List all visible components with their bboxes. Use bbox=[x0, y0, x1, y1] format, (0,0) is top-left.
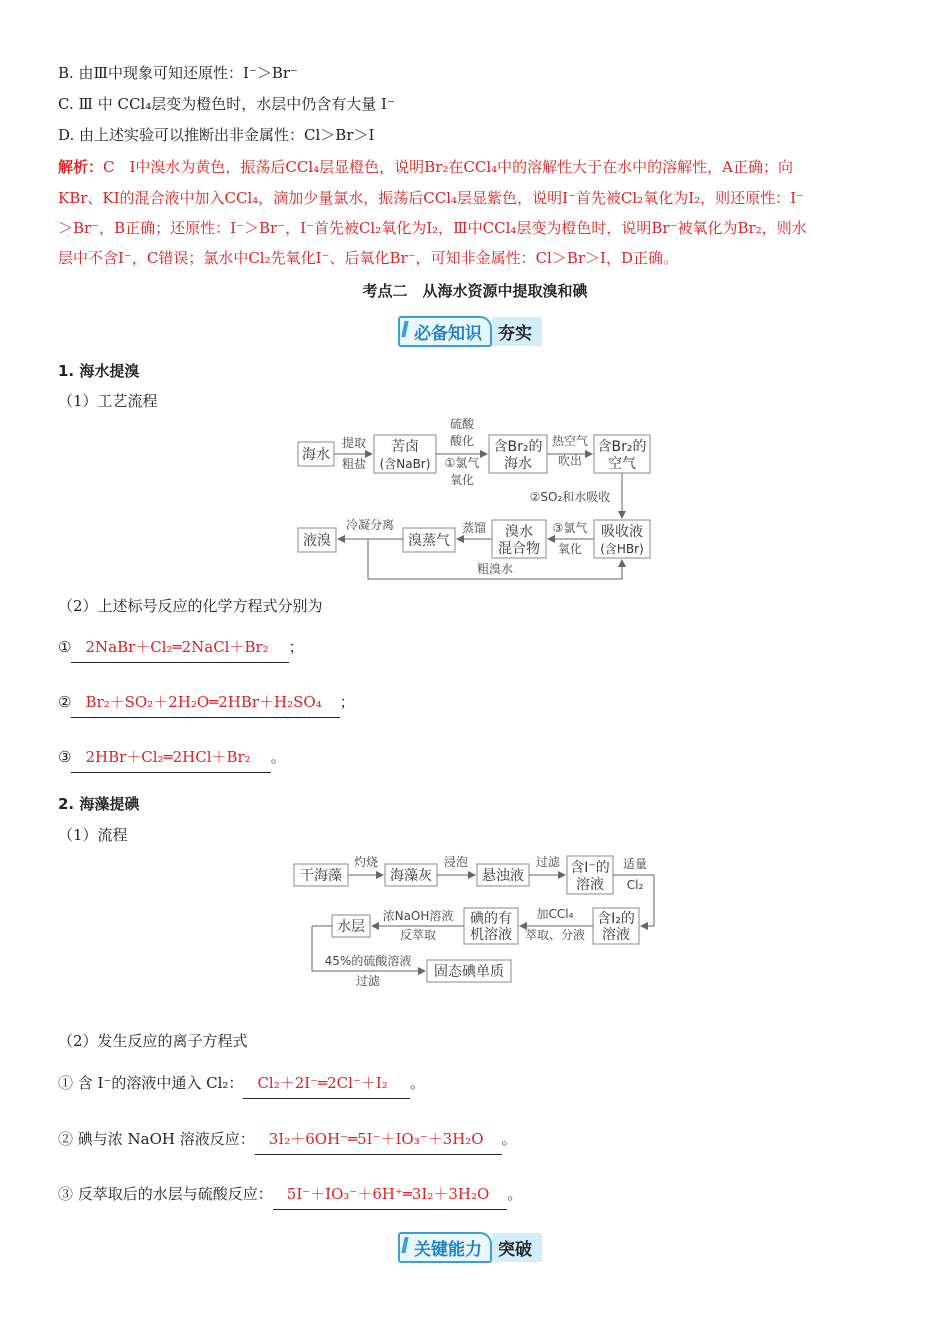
flow1-vapor: 溴蒸气 bbox=[408, 533, 450, 549]
flow2-h2so4-2: 过滤 bbox=[355, 974, 381, 988]
flow-diagram-bromine bbox=[290, 415, 660, 585]
analysis-line-2: KBr、KI的混合液中加入CCl₄，滴加少量氯水，振荡后CCl₄层显紫色，说明I⁻首先被Cl₂氧化为I₂，则还原性：I⁻ bbox=[58, 189, 804, 207]
option-d: D. 由上述实验可以推断出非金属性：Cl＞Br＞I bbox=[58, 126, 375, 144]
flow1-acid-4: 氧化 bbox=[449, 473, 475, 487]
section-title: 考点二 从海水资源中提取溴和碘 bbox=[362, 282, 588, 300]
flow1-cond: 冷凝分离 bbox=[345, 518, 395, 532]
part1-title: 1. 海水提溴 bbox=[58, 362, 140, 380]
flow2-naoh-1: 浓NaOH溶液 bbox=[382, 909, 454, 923]
flow2-soak: 浸泡 bbox=[443, 855, 469, 869]
part2-sub1: （1）流程 bbox=[58, 826, 128, 844]
flow1-extract-bottom: 粗盐 bbox=[341, 457, 367, 471]
flow2-org-1: 碘的有 bbox=[470, 911, 512, 927]
flow1-brine-2: (含NaBr) bbox=[379, 457, 431, 471]
flow1-distill: 蒸馏 bbox=[461, 521, 487, 535]
banner-ability-box: 关键能力 bbox=[398, 1232, 492, 1263]
flow1-acid-3: ①氯气 bbox=[444, 456, 480, 470]
flow2-naoh-2: 反萃取 bbox=[399, 928, 437, 942]
flow1-liquid: 液溴 bbox=[303, 533, 331, 549]
flow1-extract-top: 提取 bbox=[341, 436, 367, 450]
part1-sub1: （1）工艺流程 bbox=[58, 392, 158, 410]
flow1-cl2-1: ③氯气 bbox=[552, 521, 588, 535]
flow-diagram-iodine bbox=[290, 852, 670, 1002]
banner-knowledge bbox=[398, 318, 542, 344]
banner-knowledge-tail: 夯实 bbox=[492, 317, 542, 346]
flow2-cl2-2: Cl₂ bbox=[626, 878, 644, 892]
part2-eq2-answer: 3I₂＋6OH⁻═5I⁻＋IO₃⁻＋3H₂O bbox=[255, 1124, 502, 1155]
analysis-line-1: 解析：C Ⅰ中溴水为黄色，振荡后CCl₄层显橙色，说明Br₂在CCl₄中的溶解性大于在水中的溶解性，A正确；向 bbox=[58, 158, 793, 176]
flow2-isol-2: 溶液 bbox=[576, 877, 604, 893]
part2-eq1-answer: Cl₂＋2I⁻═2Cl⁻＋I₂ bbox=[243, 1068, 409, 1099]
flow1-brwater-1: 含Br₂的 bbox=[493, 439, 543, 455]
banner-ability-tail: 突破 bbox=[492, 1233, 542, 1262]
flow1-brair-1: 含Br₂的 bbox=[597, 439, 647, 455]
part2-eq2-line: ② 碘与浓 NaOH 溶液反应： 3I₂＋6OH⁻═5I⁻＋IO₃⁻＋3H₂O 。 bbox=[58, 1124, 517, 1155]
part1-eq1-line: ① 2NaBr＋Cl₂═2NaCl＋Br₂ ； bbox=[58, 632, 304, 663]
banner-knowledge-box: 必备知识 bbox=[398, 316, 492, 347]
flow1-acid-2: 酸化 bbox=[449, 434, 475, 448]
flow1-air-1: 热空气 bbox=[551, 434, 589, 448]
flow2-susp: 悬浊液 bbox=[482, 868, 524, 884]
part1-eq1-answer: 2NaBr＋Cl₂═2NaCl＋Br₂ bbox=[71, 632, 288, 663]
analysis-line-4: 层中不含I⁻，C错误；氯水中Cl₂先氧化I⁻、后氧化Br⁻，可知非金属性：Cl＞Br＞I，D正确。 bbox=[58, 249, 678, 267]
part2-eq3-answer: 5I⁻＋IO₃⁻＋6H⁺═3I₂＋3H₂O bbox=[273, 1179, 508, 1210]
part1-eq2-line: ② Br₂＋SO₂＋2H₂O═2HBr＋H₂SO₄ ； bbox=[58, 687, 355, 718]
part1-eq2-answer: Br₂＋SO₂＋2H₂O═2HBr＋H₂SO₄ bbox=[71, 687, 339, 718]
part2-eq1-line: ① 含 I⁻的溶液中通入 Cl₂： Cl₂＋2I⁻═2Cl⁻＋I₂ 。 bbox=[58, 1068, 425, 1099]
flow2-ccl4-2: 萃取、分液 bbox=[524, 928, 586, 942]
flow1-air-2: 吹出 bbox=[557, 454, 583, 468]
flow2-ash: 海藻灰 bbox=[390, 868, 432, 884]
flow2-burn: 灼烧 bbox=[353, 855, 379, 869]
analysis-line-3: ＞Br⁻，B正确；还原性：I⁻＞Br⁻，I⁻首先被Cl₂氧化为I₂，Ⅲ中CCl₄层变为橙色时，说明Br⁻被氧化为Br₂，则水 bbox=[58, 219, 807, 237]
flow2-h2so4-1: 45%的硫酸溶液 bbox=[324, 954, 412, 968]
flow1-brwater-2: 海水 bbox=[504, 456, 532, 472]
banner-ability bbox=[398, 1234, 542, 1260]
flow2-org-2: 机溶液 bbox=[470, 927, 512, 943]
flow2-solid: 固态碘单质 bbox=[434, 964, 504, 980]
flow1-absorb-1: 吸收液 bbox=[601, 524, 643, 540]
flow1-mix-1: 溴水 bbox=[505, 524, 533, 540]
part2-title: 2. 海藻提碘 bbox=[58, 795, 140, 813]
flow1-brine-1: 苦卤 bbox=[391, 439, 419, 455]
part2-sub2: （2）发生反应的离子方程式 bbox=[58, 1032, 248, 1050]
part2-eq3-line: ③ 反萃取后的水层与硫酸反应： 5I⁻＋IO₃⁻＋6H⁺═3I₂＋3H₂O 。 bbox=[58, 1179, 522, 1210]
flow1-seawater: 海水 bbox=[302, 447, 330, 463]
part1-eq3-answer: 2HBr＋Cl₂═2HCl＋Br₂ bbox=[71, 742, 270, 773]
flow2-filter: 过滤 bbox=[535, 855, 561, 869]
flow1-absorb-2: (含HBr) bbox=[600, 542, 644, 556]
analysis-label: 解析： bbox=[58, 158, 104, 176]
flow1-so2: ②SO₂和水吸收 bbox=[529, 490, 611, 504]
flow2-aq: 水层 bbox=[337, 919, 365, 935]
flow1-mix-2: 混合物 bbox=[498, 541, 540, 557]
option-b: B. 由Ⅲ中现象可知还原性：I⁻＞Br⁻ bbox=[58, 64, 298, 82]
flow2-i2sol-2: 溶液 bbox=[602, 927, 630, 943]
flow1-cl2-2: 氧化 bbox=[557, 542, 583, 556]
flow2-cl2-1: 适量 bbox=[622, 857, 648, 871]
part1-eq3-line: ③ 2HBr＋Cl₂═2HCl＋Br₂ 。 bbox=[58, 742, 286, 773]
flow2-ccl4-1: 加CCl₄ bbox=[536, 907, 574, 921]
flow1-crude: 粗溴水 bbox=[476, 562, 514, 576]
option-c: C. Ⅲ 中 CCl₄层变为橙色时，水层中仍含有大量 I⁻ bbox=[58, 95, 395, 113]
flow2-i2sol-1: 含I₂的 bbox=[597, 911, 635, 927]
flow1-brair-2: 空气 bbox=[608, 456, 636, 472]
part1-sub2: （2）上述标号反应的化学方程式分别为 bbox=[58, 597, 323, 615]
flow2-dry: 干海藻 bbox=[300, 868, 342, 884]
flow2-isol-1: 含I⁻的 bbox=[570, 860, 610, 876]
flow1-acid-1: 硫酸 bbox=[449, 417, 475, 431]
